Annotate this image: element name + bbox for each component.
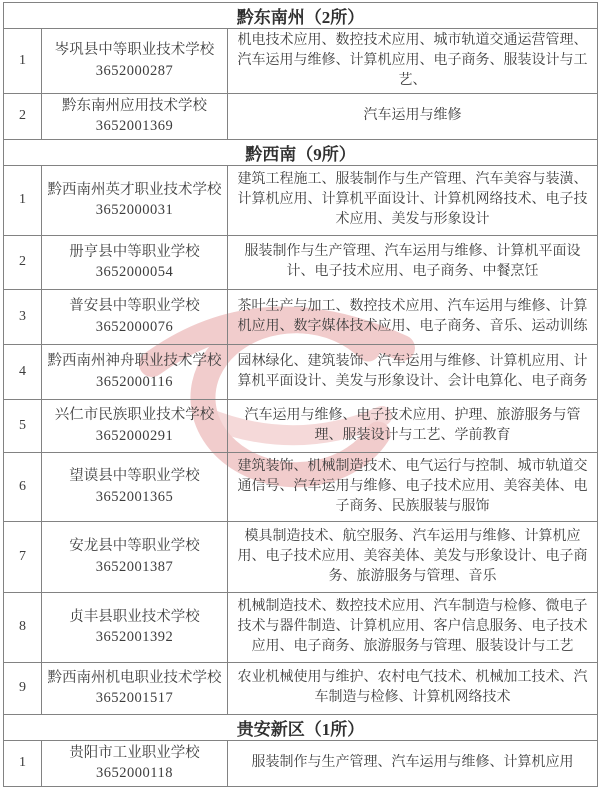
school-name: 兴仁市民族职业技术学校	[54, 407, 215, 424]
school-code: 3652001387	[95, 558, 174, 575]
school-code: 3652000118	[96, 765, 173, 782]
row-index: 6	[4, 452, 42, 521]
school-name: 黔西南州英才职业技术学校	[47, 181, 222, 198]
school-code: 3652001517	[95, 690, 174, 707]
row-index: 5	[4, 399, 42, 452]
table-row	[4, 740, 598, 786]
row-index: 3	[4, 289, 42, 344]
section-title: 黔东南州（2所）	[4, 3, 598, 29]
school-cell	[42, 521, 228, 592]
table-row	[4, 93, 598, 139]
school-table	[3, 2, 598, 787]
section-header-row	[4, 139, 598, 165]
row-index: 9	[4, 662, 42, 714]
school-name: 岑巩县中等职业技术学校	[54, 42, 215, 59]
school-cell	[42, 165, 228, 235]
school-cell	[42, 93, 228, 139]
row-index: 1	[4, 29, 42, 94]
school-name: 黔西南州机电职业技术学校	[47, 669, 222, 686]
school-cell	[42, 344, 228, 399]
table-row	[4, 662, 598, 714]
program-list: 机电技术应用、数控技术应用、城市轨道交通运营管理、汽车运用与维修、计算机应用、电子商务、服装设计与工艺、	[228, 29, 598, 94]
school-name: 黔西南州神舟职业技术学校	[47, 353, 222, 370]
school-cell	[42, 662, 228, 714]
section-header-row	[4, 3, 598, 29]
school-cell	[42, 29, 228, 94]
school-name: 贵阳市工业职业学校	[69, 744, 200, 761]
school-code: 3652001369	[95, 118, 174, 135]
school-name: 望谟县中等职业学校	[69, 468, 200, 485]
table-row	[4, 235, 598, 289]
school-name: 黔东南州应用技术学校	[62, 97, 207, 114]
school-code: 3652000291	[95, 427, 174, 444]
program-list: 农业机械使用与维护、农村电气技术、机械加工技术、汽车制造与检修、计算机网络技术	[228, 662, 598, 714]
school-code: 3652000054	[95, 264, 174, 281]
school-code: 3652000031	[95, 202, 174, 219]
row-index: 1	[4, 165, 42, 235]
table-row	[4, 289, 598, 344]
school-name: 册亨县中等职业学校	[69, 243, 200, 260]
school-code: 3652001392	[95, 629, 174, 646]
school-cell	[42, 399, 228, 452]
row-index: 7	[4, 521, 42, 592]
program-list: 服装制作与生产管理、汽车运用与维修、计算机平面设计、电子技术应用、电子商务、中餐烹饪	[228, 235, 598, 289]
row-index: 2	[4, 235, 42, 289]
school-code: 3652000116	[96, 373, 173, 390]
table-row	[4, 29, 598, 94]
school-name: 安龙县中等职业学校	[69, 538, 200, 555]
row-index: 4	[4, 344, 42, 399]
school-cell	[42, 452, 228, 521]
table-row	[4, 452, 598, 521]
school-cell	[42, 289, 228, 344]
program-list: 模具制造技术、航空服务、汽车运用与维修、计算机应用、电子技术应用、美容美体、美发与形象设计、电子商务、旅游服务与管理、音乐	[228, 521, 598, 592]
row-index: 2	[4, 93, 42, 139]
document-page	[0, 2, 600, 782]
school-name: 贞丰县职业技术学校	[69, 608, 200, 625]
school-name: 普安县中等职业学校	[69, 298, 200, 315]
program-list: 机械制造技术、数控技术应用、汽车制造与检修、微电子技术与器件制造、计算机应用、客户信息服务、电子技术应用、电子商务、旅游服务与管理、服装设计与工艺	[228, 592, 598, 662]
program-list: 建筑工程施工、服装制作与生产管理、汽车美容与装潢、计算机应用、计算机平面设计、计算机网络技术、电子技术应用、美发与形象设计	[228, 165, 598, 235]
school-cell	[42, 592, 228, 662]
school-code: 3652000287	[95, 62, 174, 79]
program-list: 园林绿化、建筑装饰、汽车运用与维修、计算机应用、计算机平面设计、美发与形象设计、会计电算化、电子商务	[228, 344, 598, 399]
table-row	[4, 592, 598, 662]
section-header-row	[4, 714, 598, 740]
row-index: 8	[4, 592, 42, 662]
school-cell	[42, 235, 228, 289]
school-code: 3652000076	[95, 318, 174, 335]
program-list: 汽车运用与维修	[228, 93, 598, 139]
program-list: 茶叶生产与加工、数控技术应用、汽车运用与维修、计算机应用、数字媒体技术应用、电子商务、音乐、运动训练	[228, 289, 598, 344]
school-cell	[42, 740, 228, 786]
program-list: 汽车运用与维修、电子技术应用、护理、旅游服务与管理、服装设计与工艺、学前教育	[228, 399, 598, 452]
program-list: 服装制作与生产管理、汽车运用与维修、计算机应用	[228, 740, 598, 786]
row-index: 1	[4, 740, 42, 786]
table-row	[4, 399, 598, 452]
section-title: 黔西南（9所）	[4, 139, 598, 165]
table-row	[4, 165, 598, 235]
program-list: 建筑装饰、机械制造技术、电气运行与控制、城市轨道交通信号、汽车运用与维修、电子技术应用、美容美体、电子商务、民族服装与服饰	[228, 452, 598, 521]
school-code: 3652001365	[95, 488, 174, 505]
table-row	[4, 521, 598, 592]
section-title: 贵安新区（1所）	[4, 714, 598, 740]
table-row	[4, 344, 598, 399]
